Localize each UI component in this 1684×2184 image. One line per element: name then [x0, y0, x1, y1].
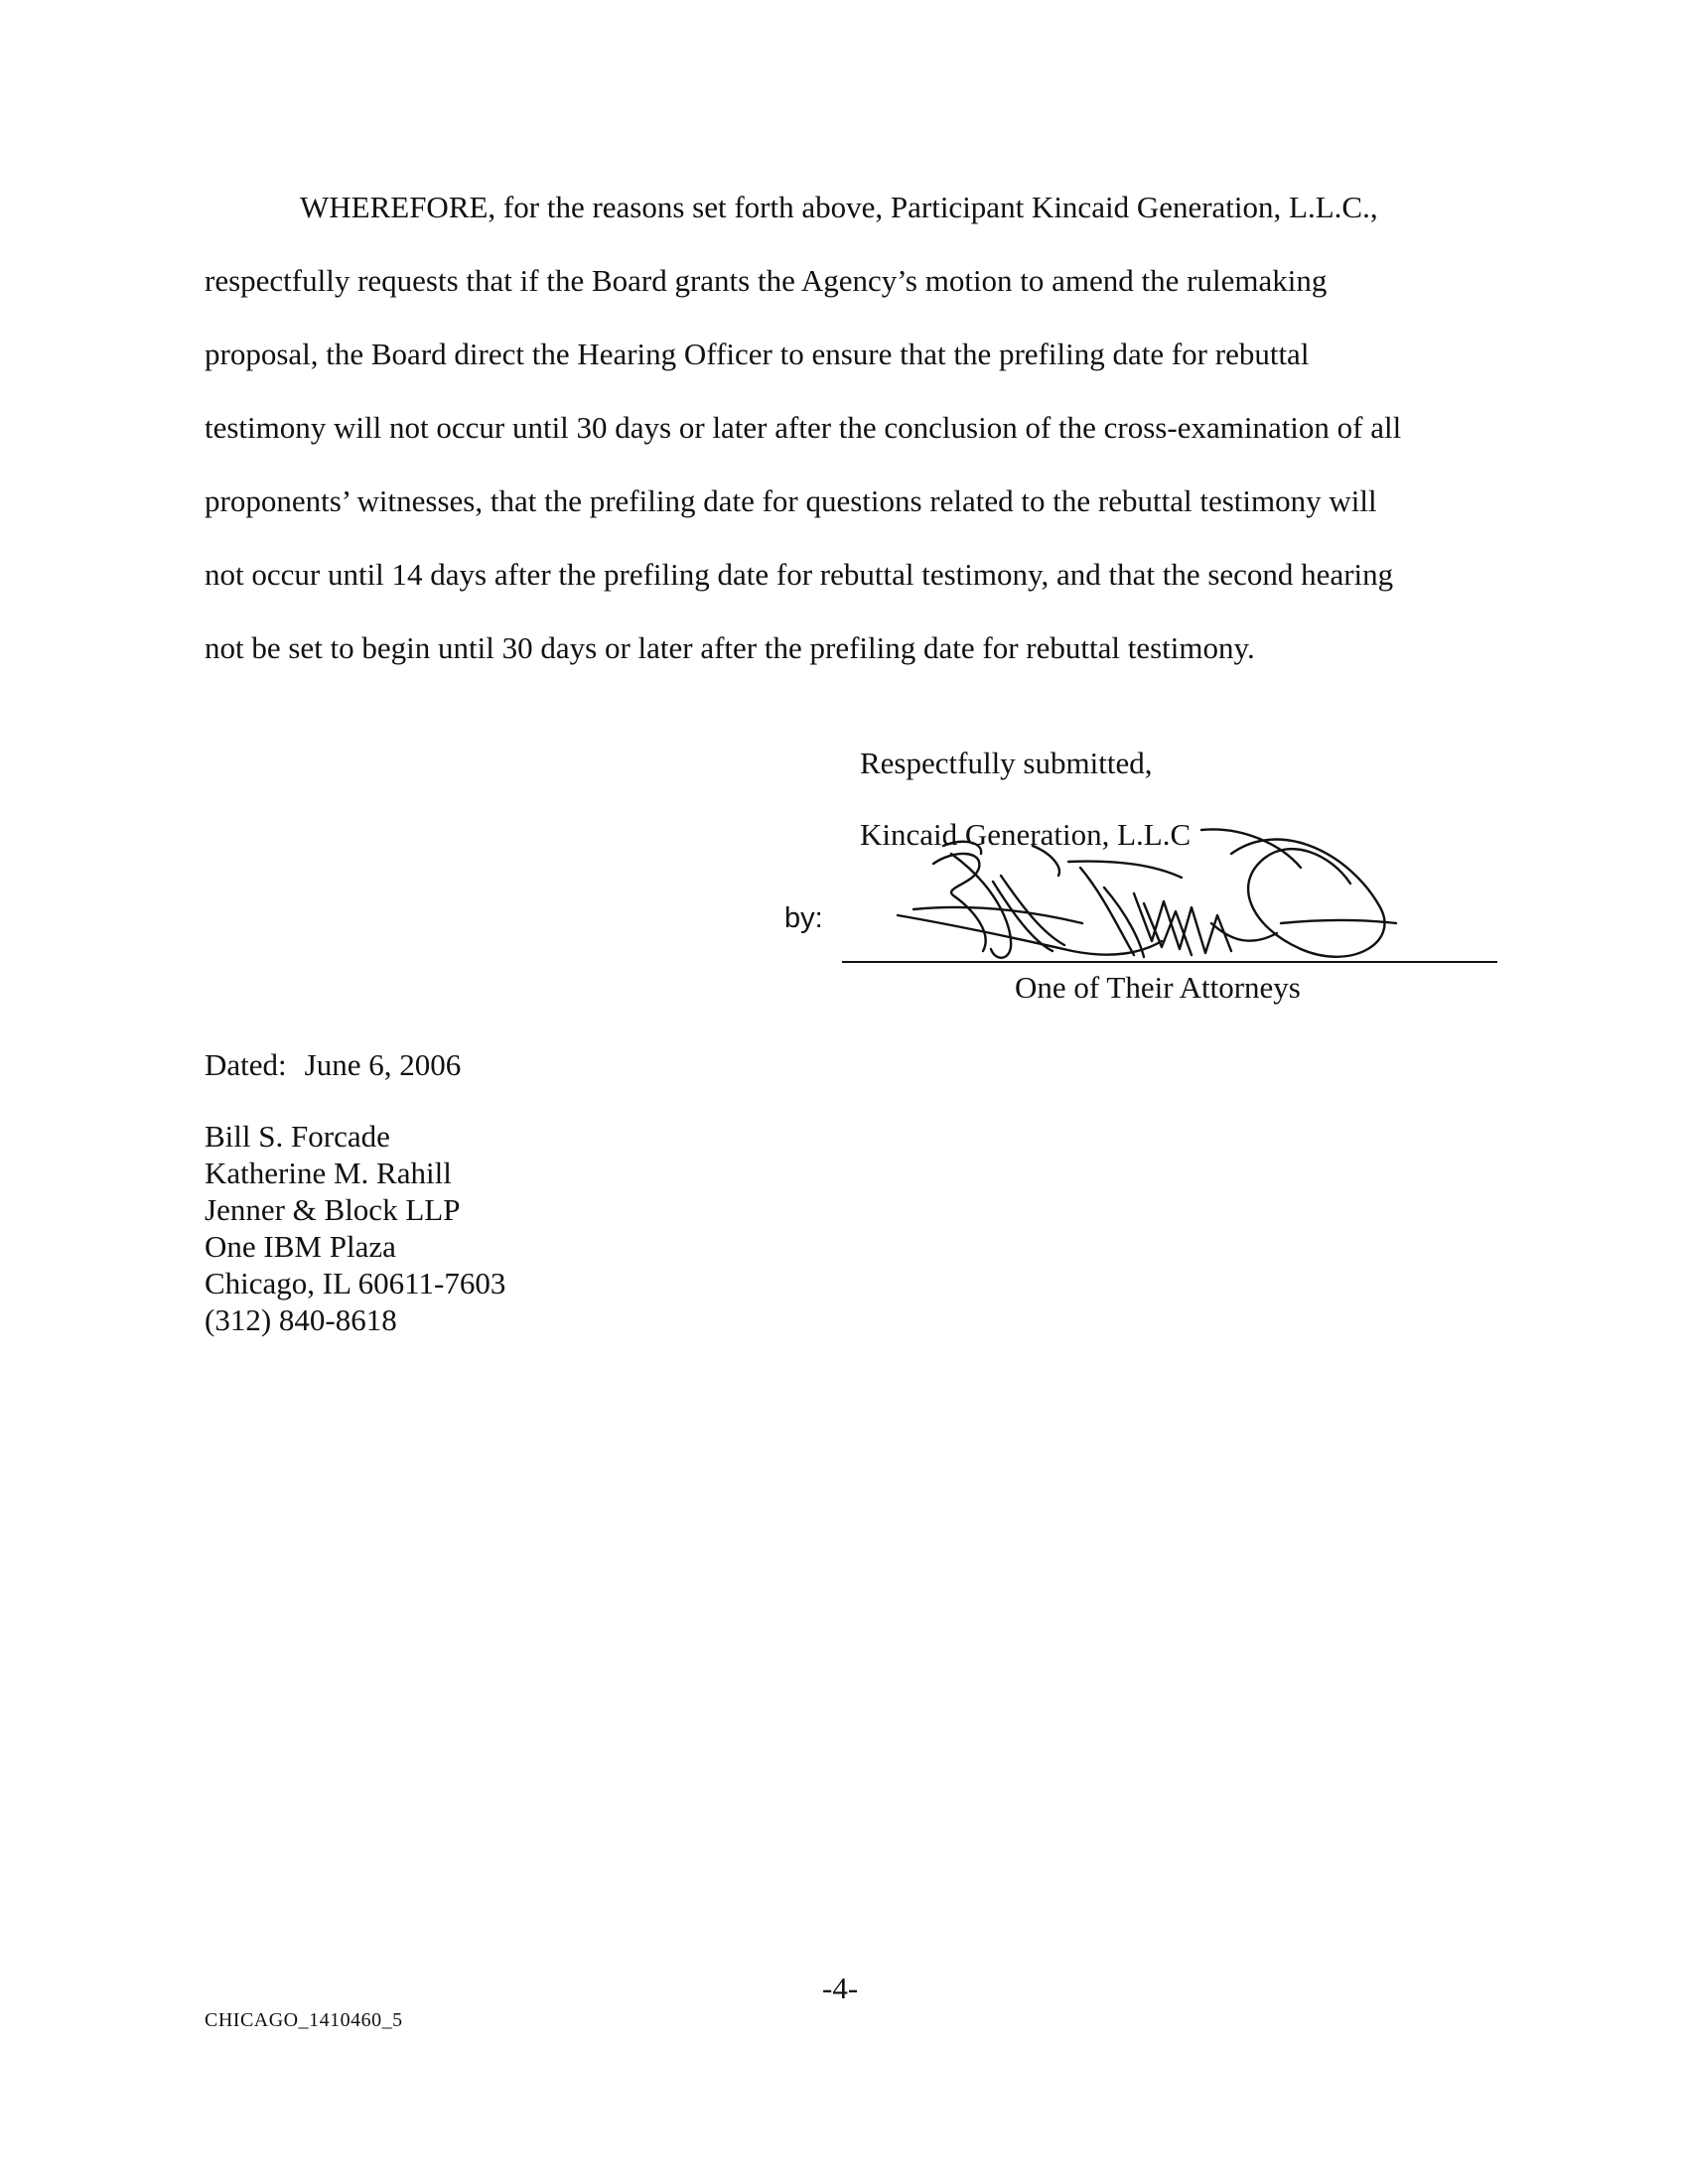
address-line: Bill S. Forcade: [205, 1119, 390, 1154]
attorney-caption: One of Their Attorneys: [1015, 970, 1301, 1005]
handwritten-signature: [884, 824, 1400, 993]
document-id: CHICAGO_1410460_5: [205, 2009, 403, 2031]
party-name: Kincaid Generation, L.L.C: [860, 817, 1192, 852]
dated-value: June 6, 2006: [304, 1047, 462, 1082]
paragraph-line: proposal, the Board direct the Hearing Officer to ensure that the prefiling date for rebuttal: [205, 337, 1310, 371]
address-line: Chicago, IL 60611-7603: [205, 1266, 506, 1300]
paragraph-line: WHEREFORE, for the reasons set forth above, Participant Kincaid Generation, L.L.C.,: [300, 190, 1378, 224]
paragraph-line: testimony will not occur until 30 days or later after the conclusion of the cross-examination of all: [205, 410, 1402, 445]
dated-line: [205, 1046, 461, 1084]
address-line: Katherine M. Rahill: [205, 1156, 452, 1190]
paragraph-line: proponents’ witnesses, that the prefiling date for questions related to the rebuttal testimony will: [205, 483, 1377, 518]
by-label: by:: [784, 902, 823, 934]
address-line: (312) 840-8618: [205, 1302, 397, 1337]
page-number: -4-: [822, 1971, 859, 2005]
address-line: Jenner & Block LLP: [205, 1192, 461, 1227]
paragraph-line: not be set to begin until 30 days or later after the prefiling date for rebuttal testimony.: [205, 630, 1255, 665]
paragraph-line: not occur until 14 days after the prefiling date for rebuttal testimony, and that the second hearing: [205, 557, 1394, 592]
address-line: One IBM Plaza: [205, 1229, 396, 1264]
attorney-address: [205, 1118, 505, 1338]
paragraph-line: respectfully requests that if the Board grants the Agency’s motion to amend the rulemaking: [205, 263, 1328, 298]
dated-label: Dated:: [205, 1047, 287, 1082]
closing-text: Respectfully submitted,: [860, 746, 1153, 780]
